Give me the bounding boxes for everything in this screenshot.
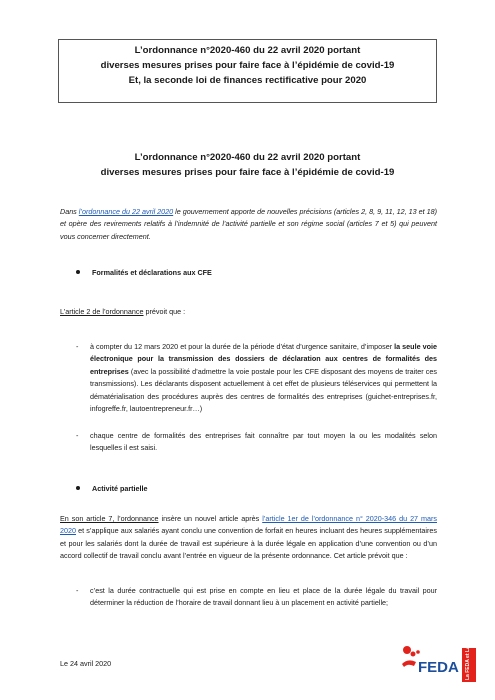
logo-wordmark: FEDA [418, 659, 459, 676]
intro-suffix: le gouvernement apporte de nouvelles précisions (articles 2, 8, 9, 11, 12, 13 et 18) et opère des revirements relatifs à l’indemnité de l’activité partielle et son régime social (articles 7 et 5) qui peuvent vous concerner directement. [60, 207, 437, 241]
intro-paragraph [60, 206, 437, 243]
section-title-line-2: diverses mesures prises pour faire face à l’épidémie de covid-19 [100, 167, 395, 178]
article-7-ref: En son article 7, l’ordonnance [60, 514, 159, 523]
cfe-item-1-bold: la seule voie électronique pour la transmission des dossiers de déclaration aux centres de formalités des entreprises [90, 342, 437, 376]
dash-marker: - [76, 342, 79, 351]
article-7-paragraph [60, 513, 437, 563]
activite-item-1-text: c’est la durée contractuelle qui est prise en compte en lieu et place de la durée légale du travail pour déterminer la réduction de l’horaire de travail donnant lieu à un placement en activité partielle; [90, 586, 437, 608]
heading-formalites-text: Formalités et déclarations aux CFE [92, 268, 212, 277]
list-item-cfe-1 [76, 341, 437, 415]
section-title-line-1: L’ordonnance n°2020-460 du 22 avril 2020 portant [134, 152, 361, 163]
heading-activite-partielle-text: Activité partielle [92, 484, 148, 493]
bullet-dot-icon [76, 486, 80, 490]
ordonnance-2020-346-link[interactable]: l’article 1er de l’ordonnance n° 2020-346 du 27 mars 2020 [60, 514, 437, 536]
article-2-lead [60, 306, 437, 318]
list-item-cfe-2 [76, 430, 437, 455]
title-line-1: L’ordonnance n°2020-460 du 22 avril 2020 portant [134, 45, 361, 56]
feda-logo [398, 640, 478, 684]
article-2-ref: L’article 2 de l’ordonnance [60, 307, 144, 316]
article-2-lead-rest: prévoit que : [143, 307, 186, 316]
article-7-rest: et s’applique aux salariés ayant conclu une convention de forfait en heures incluant des heures supplémentaires et pour les salariés dont la durée de travail est supérieure à la durée légale en application d’une convention ou d’un accord collectif de travail conclu avant l’entrée en vigueur de la présente ordonnance. Cet article prévoit que : [60, 526, 437, 561]
cfe-item-1-post: (avec la possibilité d’admettre la voie postale pour les CFE disposant des moyens de traiter ces transmissions). Les déclarants disposent actuellement à cet effet de plusieurs téléservices qui permettent la dématérialisation des procédures auprès des centres de formalités des entreprises (guichet-entreprises.fr, infogreffe.fr, lautoentrepreneur.fr…) [90, 366, 437, 414]
title-line-3: Et, la seconde loi de finances rectificative pour 2020 [128, 75, 367, 86]
bullet-dot-icon [76, 270, 80, 274]
dash-marker: - [76, 431, 79, 440]
cfe-item-1-pre: à compter du 12 mars 2020 et pour la durée de la période d’état d’urgence sanitaire, d’imposer [90, 342, 395, 351]
logo-side-text: La FEDA et LA [465, 645, 471, 680]
dash-marker: - [76, 586, 79, 595]
title-box [58, 39, 437, 103]
ordonnance-link[interactable]: l’ordonnance du 22 avril 2020 [78, 207, 174, 216]
footer-date: Le 24 avril 2020 [60, 659, 112, 668]
article-7-mid: insère un nouvel article après [158, 514, 263, 523]
cfe-item-2-text: chaque centre de formalités des entreprises fait connaître par tout moyen la ou les modalités selon lesquelles il est saisi. [90, 431, 437, 453]
title-line-2: diverses mesures prises pour faire face à l’épidémie de covid-19 [100, 60, 395, 71]
list-item-activite-1 [76, 585, 437, 610]
intro-prefix: Dans [60, 207, 79, 216]
section-title [40, 150, 455, 180]
